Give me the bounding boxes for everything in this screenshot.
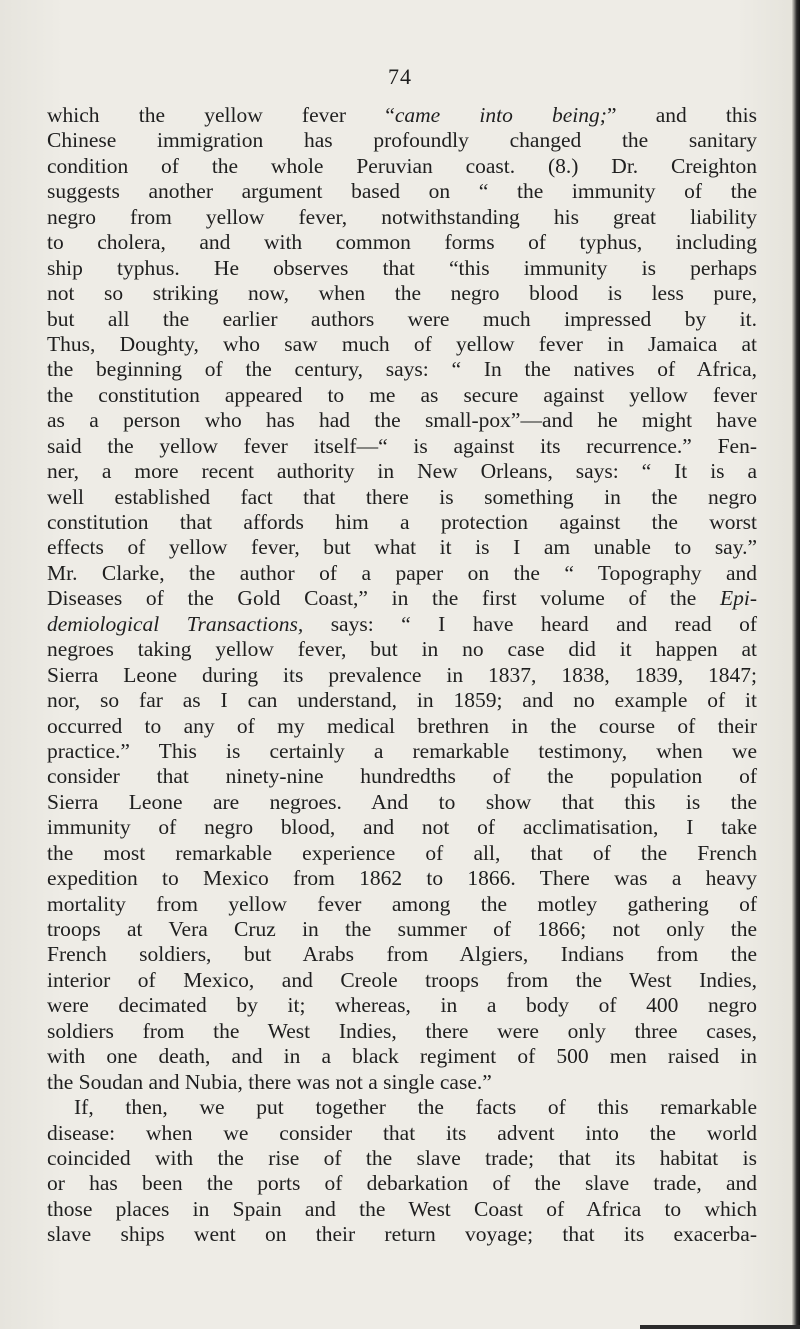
text-line: Chinese immigration has profoundly changed the sanitary: [47, 128, 757, 153]
page-edge-shadow: [792, 0, 800, 1329]
text-line: If, then, we put together the facts of this remarkable: [74, 1095, 757, 1120]
text-line: [47, 612, 757, 637]
page-number: 74: [388, 64, 412, 89]
text-line: as a person who has had the small-pox”—and he might have: [47, 408, 757, 433]
text-segment: which the yellow fever “: [47, 103, 395, 127]
text-line: immunity of negro blood, and not of acclimatisation, I take: [47, 815, 757, 840]
text-line: the constitution appeared to me as secure against yellow fever: [47, 382, 757, 407]
text-line: constitution that affords him a protection against the worst: [47, 510, 757, 534]
text-line: slave ships went on their return voyage; that its exacerba-: [47, 1222, 757, 1247]
text-line: effects of yellow fever, but what it is I am unable to say.”: [47, 535, 757, 560]
text-line: [47, 103, 757, 128]
text-line: coincided with the rise of the slave trade; that its habitat is: [47, 1145, 757, 1170]
text-line: ship typhus. He observes that “this immunity is perhaps: [47, 255, 757, 280]
text-line: well established fact that there is something in the negro: [47, 484, 757, 509]
text-line: nor, so far as I can understand, in 1859; and no example of it: [47, 688, 757, 713]
text-line: the Soudan and Nubia, there was not a single case.”: [47, 1069, 492, 1094]
text-line: practice.” This is certainly a remarkable testimony, when we: [47, 738, 757, 763]
text-segment: ” and this: [606, 103, 757, 127]
text-line: Mr. Clarke, the author of a paper on the “ Topography and: [47, 560, 757, 585]
text-line: suggests another argument based on “ the immunity of the: [47, 179, 757, 204]
text-segment: says: “ I have heard and read of: [303, 611, 757, 636]
text-line: Sierra Leone during its prevalence in 1837, 1838, 1839, 1847;: [47, 662, 757, 687]
text-line: not so striking now, when the negro blood is less pure,: [47, 281, 757, 306]
italic-text: demiological Transactions,: [47, 611, 304, 636]
text-line: negro from yellow fever, notwithstanding his great liability: [47, 204, 757, 229]
text-line: Thus, Doughty, who saw much of yellow fever in Jamaica at: [47, 331, 757, 356]
text-line: said the yellow fever itself—“ is against its recurrence.” Fen-: [47, 433, 757, 458]
text-line: troops at Vera Cruz in the summer of 1866; not only the: [47, 917, 757, 941]
text-line: consider that ninety-nine hundredths of the population of: [47, 764, 757, 789]
text-line: the beginning of the century, says: “ In the natives of Africa,: [47, 357, 757, 382]
text-line: French soldiers, but Arabs from Algiers, Indians from the: [47, 942, 757, 967]
text-line: Sierra Leone are negroes. And to show that this is the: [47, 789, 757, 814]
text-line: interior of Mexico, and Creole troops from the West Indies,: [47, 967, 757, 992]
bottom-edge-rule: [640, 1325, 800, 1329]
italic-text: Epi-: [719, 586, 757, 611]
text-line: expedition to Mexico from 1862 to 1866. There was a heavy: [47, 866, 757, 891]
text-line: condition of the whole Peruvian coast. (8.) Dr. Creighton: [47, 153, 757, 178]
text-line: were decimated by it; whereas, in a body of 400 negro: [47, 993, 757, 1018]
text-line: [47, 586, 757, 611]
text-line: those places in Spain and the West Coast of Africa to which: [47, 1196, 757, 1221]
text-line: but all the earlier authors were much impressed by it.: [47, 306, 757, 331]
body-text: [47, 103, 757, 1248]
text-line: the most remarkable experience of all, that of the French: [47, 840, 757, 865]
text-line: occurred to any of my medical brethren in the course of their: [47, 713, 757, 738]
text-line: negroes taking yellow fever, but in no case did it happen at: [47, 637, 757, 662]
text-line: to cholera, and with common forms of typhus, including: [47, 230, 757, 255]
italic-text: came into being;: [394, 103, 607, 127]
text-line: or has been the ports of debarkation of the slave trade, and: [47, 1171, 757, 1196]
text-segment: Diseases of the Gold Coast,” in the first volume of the: [47, 586, 720, 611]
text-line: with one death, and in a black regiment of 500 men raised in: [47, 1044, 757, 1069]
text-line: mortality from yellow fever among the motley gathering of: [47, 891, 757, 916]
text-line: disease: when we consider that its advent into the world: [47, 1120, 757, 1145]
text-line: soldiers from the West Indies, there were only three cases,: [47, 1018, 757, 1043]
text-line: ner, a more recent authority in New Orleans, says: “ It is a: [47, 459, 757, 484]
